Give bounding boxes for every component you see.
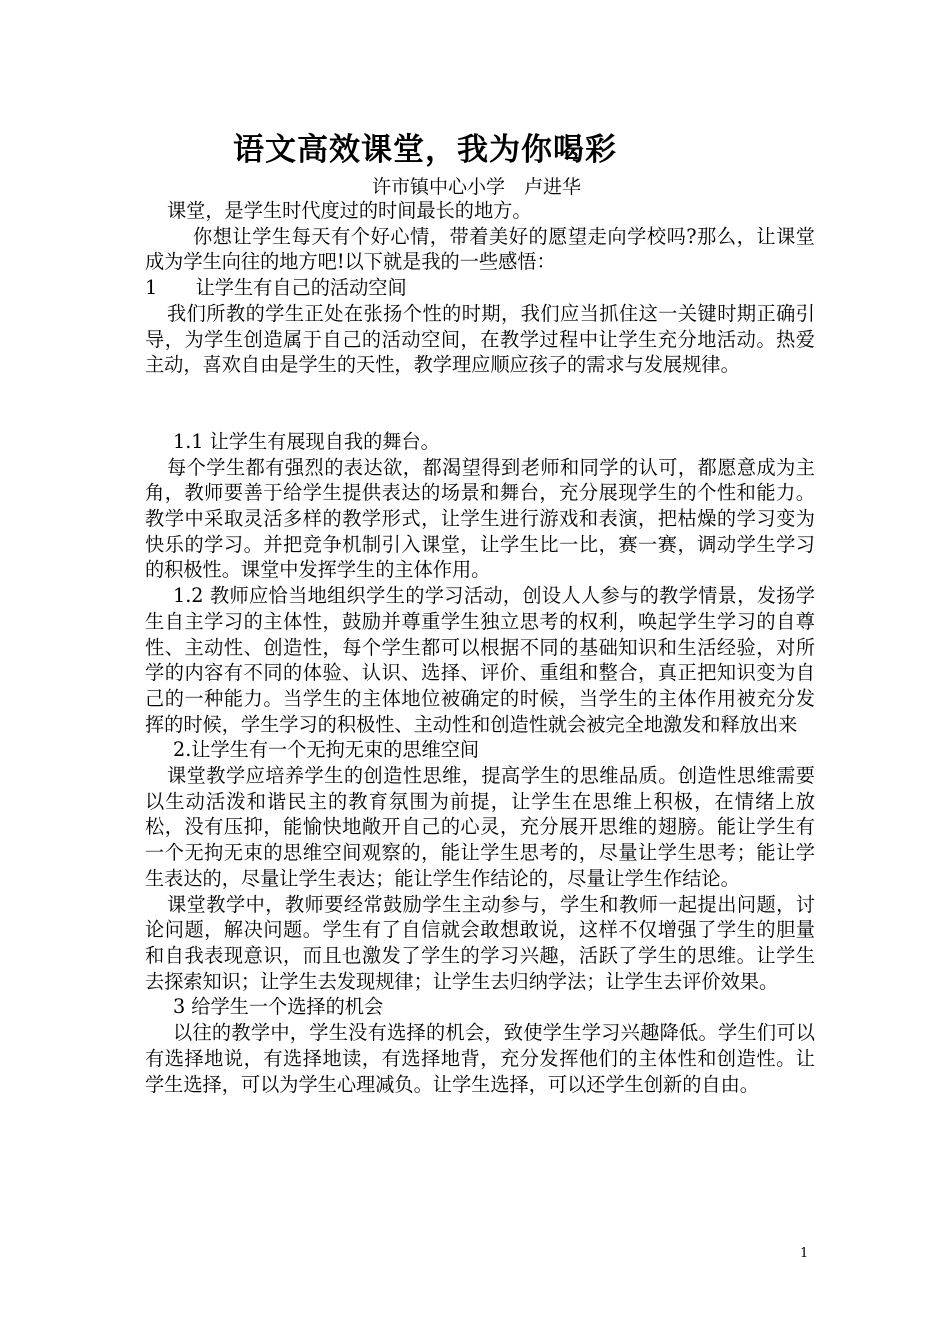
section-heading-1-1: 1.1 让学生有展现自我的舞台。	[173, 429, 440, 453]
document-title: 语文高效课堂，我为你喝彩	[233, 132, 617, 168]
paragraph-section-2-a: 课堂教学应培养学生的创造性思维，提高学生的思维品质。创造性思维需要以生动活泼和谐民主的教育氛围为前提，让学生在思维上积极，在情绪上放松，没有压抑，能愉快地敞开自己的心灵，充分展开思维的翅膀。能让学生有一个无拘无束的思维空间观察的，能让学生思考的，尽量让学生思考；能让学生表达的，尽量让学生表达；能让学生作结论的，尽量让学生作结论。	[145, 764, 815, 890]
section-heading-3: 3 给学生一个选择的机会	[173, 995, 384, 1019]
page-number: 1	[800, 1246, 809, 1261]
author-line: 许市镇中心小学 卢进华	[372, 176, 582, 198]
paragraph-section-1: 我们所教的学生正处在张扬个性的时期，我们应当抓住这一关键时期正确引导，为学生创造属于自己的活动空间，在教学过程中让学生充分地活动。热爱主动，喜欢自由是学生的天性，教学理应顺应孩子的需求与发展规律。	[145, 301, 815, 377]
document-body	[145, 198, 815, 1097]
section-heading-2: 2.让学生有一个无拘无束的思维空间	[173, 738, 480, 762]
section-heading-1: 1 让学生有自己的活动空间	[145, 276, 407, 300]
paragraph-section-1-1: 每个学生都有强烈的表达欲，都渴望得到老师和同学的认可，都愿意成为主角，教师要善于给学生提供表达的场景和舞台，充分展现学生的个性和能力。教学中采取灵活多样的教学形式，让学生进行游戏和表演，把枯燥的学习变为快乐的学习。并把竞争机制引入课堂，让学生比一比，赛一赛，调动学生学习的积极性。课堂中发挥学生的主体作用。	[145, 455, 815, 582]
paragraph-section-3: 以往的教学中，学生没有选择的机会，致使学生学习兴趣降低。学生们可以有选择地说，有选择地读，有选择地背，充分发挥他们的主体性和创造性。让学生选择，可以为学生心理减负。让学生选择，可以还学生创新的自由。	[145, 1021, 815, 1096]
paragraph-section-1-2: 1.2 教师应恰当地组织学生的学习活动，创设人人参与的教学情景，发扬学生自主学习的主体性，鼓励并尊重学生独立思考的权利，唤起学生学习的自尊性、主动性、创造性，每个学生都可以根据不同的基础知识和生活经验，对所学的内容有不同的体验、认识、选择、评价、重组和整合，真正把知识变为自己的一种能力。当学生的主体地位被确定的时候，当学生的主体作用被充分发挥的时候，学生学习的积极性、主动性和创造性就会被完全地激发和释放出来	[145, 584, 815, 736]
paragraph-intro: 课堂，是学生时代度过的时间最长的地方。	[167, 199, 532, 222]
blank-gap	[145, 378, 815, 429]
paragraph-question: 你想让学生每天有个好心情，带着美好的愿望走向学校吗?那么，让课堂成为学生向往的地方吧!以下就是我的一些感悟：	[145, 224, 815, 274]
paragraph-section-2-b: 课堂教学中，教师要经常鼓励学生主动参与，学生和教师一起提出问题，讨论问题，解决问题。学生有了自信就会敢想敢说，这样不仅增强了学生的胆量和自我表现意识，而且也激发了学生的学习兴趣，活跃了学生的思维。让学生去探索知识；让学生去发现规律；让学生去归纳学法；让学生去评价效果。	[145, 892, 815, 993]
